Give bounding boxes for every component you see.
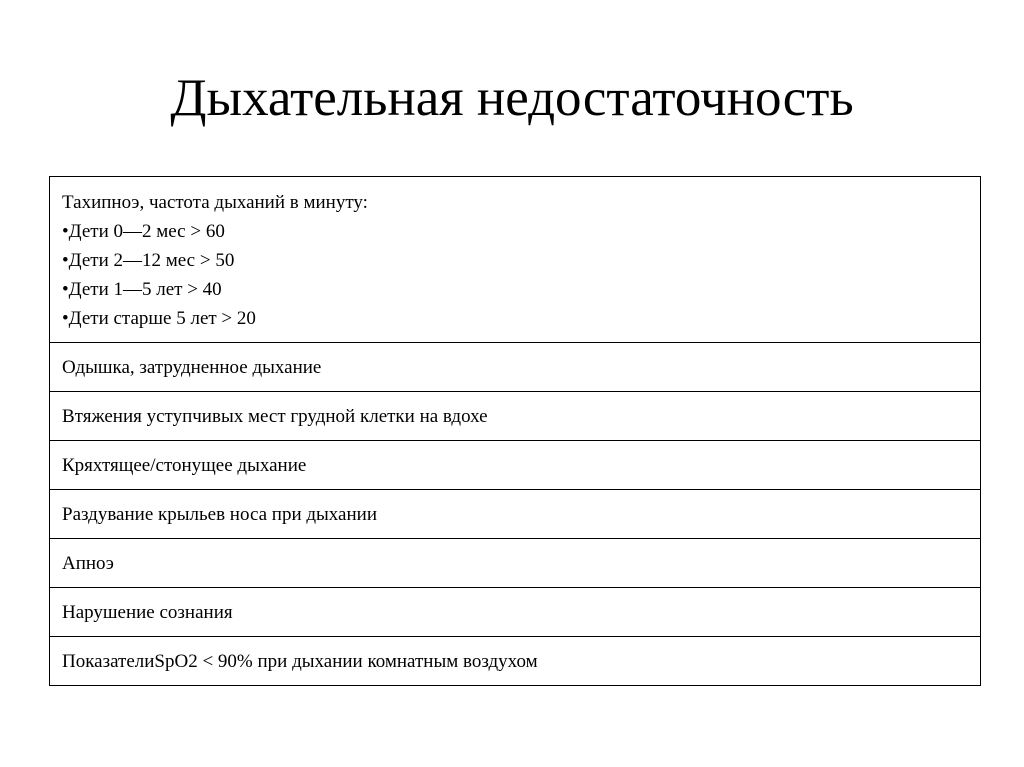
table-cell: Втяжения уступчивых мест грудной клетки на вдохе — [50, 392, 981, 441]
table-row — [50, 588, 981, 637]
table-cell: Кряхтящее/стонущее дыхание — [50, 441, 981, 490]
table-cell: Одышка, затрудненное дыхание — [50, 343, 981, 392]
table-cell-tachypnea — [50, 177, 981, 343]
criteria-table — [49, 176, 981, 686]
slide-title: Дыхательная недостаточность — [170, 69, 854, 127]
tachypnea-item: •Дети 2—12 мес > 50 — [62, 250, 235, 271]
table-row — [50, 441, 981, 490]
table-row-tachypnea — [50, 177, 981, 343]
tachypnea-heading: Тахипноэ, частота дыханий в минуту: — [62, 192, 368, 213]
table-row — [50, 539, 981, 588]
table-row — [50, 490, 981, 539]
table-row — [50, 637, 981, 686]
tachypnea-item: •Дети 1—5 лет > 40 — [62, 279, 222, 300]
tachypnea-item: •Дети старше 5 лет > 20 — [62, 308, 256, 329]
table-row — [50, 343, 981, 392]
table-cell: Раздувание крыльев носа при дыхании — [50, 490, 981, 539]
table-cell: Апноэ — [50, 539, 981, 588]
table-cell: Нарушение сознания — [50, 588, 981, 637]
table-cell: ПоказателиSpO2 < 90% при дыхании комнатным воздухом — [50, 637, 981, 686]
table-row — [50, 392, 981, 441]
tachypnea-item: •Дети 0—2 мес > 60 — [62, 221, 225, 242]
